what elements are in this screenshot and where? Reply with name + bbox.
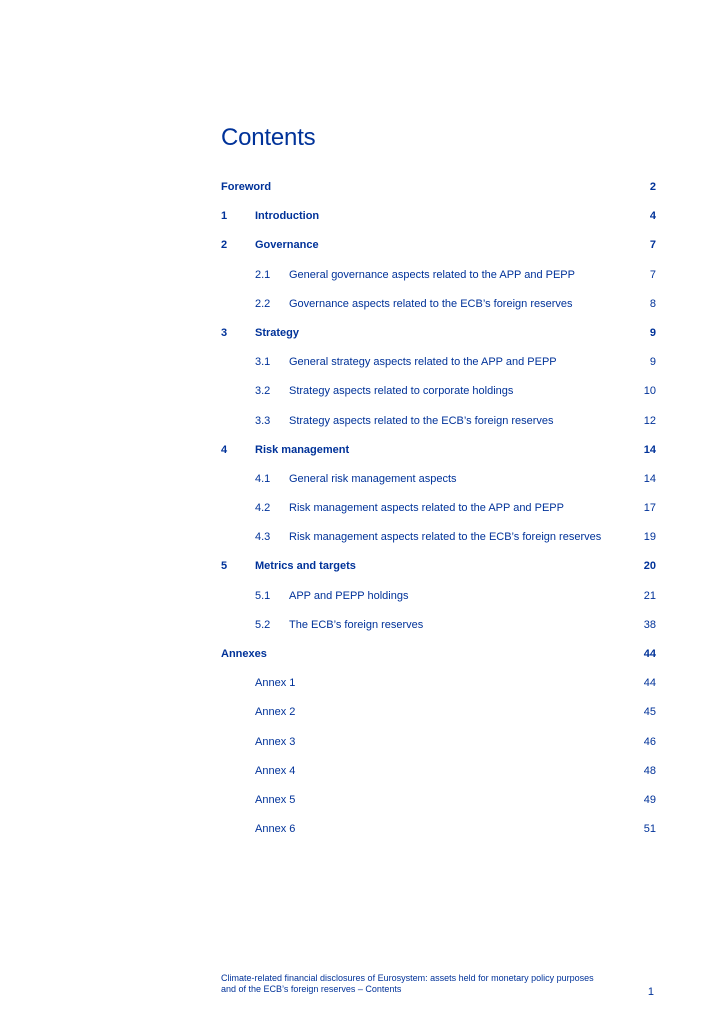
- toc-entry-page: 10: [643, 385, 656, 398]
- toc-entry-annex-2[interactable]: [221, 704, 656, 733]
- toc-entry-page: 38: [643, 618, 656, 631]
- toc-entry-page: 7: [649, 239, 656, 252]
- toc-entry-label: APP and PEPP holdings: [289, 589, 409, 602]
- toc-entry-label: Governance: [255, 239, 319, 252]
- toc-entry-label: Annex 5: [255, 793, 296, 806]
- toc-entry-annex-3[interactable]: [221, 734, 656, 763]
- toc-entry-label: Annex 3: [255, 735, 296, 748]
- toc-entry-label: General strategy aspects related to the APP and PEPP: [289, 356, 557, 369]
- toc-entry-label: General risk management aspects: [289, 472, 457, 485]
- toc-entry-2-1[interactable]: [221, 267, 656, 296]
- toc-entry-number: 3.3: [255, 414, 271, 427]
- footer-text-line-2: and of the ECB’s foreign reserves – Contents: [221, 984, 402, 994]
- toc-entry-3-1[interactable]: [221, 354, 656, 383]
- toc-entry-page: 14: [643, 472, 656, 485]
- toc-entry-page: 9: [649, 356, 656, 369]
- toc-entry-label: Risk management aspects related to the ECB’s foreign reserves: [289, 531, 602, 544]
- toc-entry-number: 2.2: [255, 297, 271, 310]
- toc-entry-strategy[interactable]: [221, 325, 656, 354]
- toc-entry-page: 12: [643, 414, 656, 427]
- toc-entry-number: 1: [221, 210, 228, 223]
- toc-entry-label: The ECB’s foreign reserves: [289, 618, 424, 631]
- toc-entry-label: Risk management: [255, 443, 350, 456]
- toc-entry-3-3[interactable]: [221, 413, 656, 442]
- toc-entry-number: 4: [221, 443, 228, 456]
- toc-entry-4-3[interactable]: [221, 529, 656, 558]
- toc-entry-page: 48: [643, 764, 656, 777]
- toc-entry-page: 2: [649, 181, 656, 193]
- toc-entry-metrics-and-targets[interactable]: [221, 558, 656, 587]
- toc-entry-5-2[interactable]: [221, 617, 656, 646]
- toc-entry-page: 8: [649, 297, 656, 310]
- toc-entry-4-1[interactable]: [221, 471, 656, 500]
- page-footer: [221, 973, 656, 998]
- toc-entry-page: 44: [643, 677, 656, 690]
- toc-entry-introduction[interactable]: [221, 208, 656, 237]
- toc-entry-5-1[interactable]: [221, 588, 656, 617]
- toc-entry-foreword[interactable]: [221, 179, 656, 208]
- toc-entry-label: Annex 4: [255, 764, 296, 777]
- toc-entry-label: General governance aspects related to the APP and PEPP: [289, 268, 575, 281]
- toc-entry-number: 5: [221, 560, 228, 573]
- toc-entry-annex-6[interactable]: [221, 821, 656, 850]
- toc-entry-page: 20: [643, 560, 656, 573]
- toc-entry-risk-management[interactable]: [221, 442, 656, 471]
- toc-entry-label: Governance aspects related to the ECB’s foreign reserves: [289, 297, 573, 310]
- toc-entry-page: 46: [643, 735, 656, 748]
- toc-entry-number: 5.1: [255, 589, 271, 602]
- toc-entry-number: 2.1: [255, 268, 271, 281]
- toc-entry-annex-5[interactable]: [221, 792, 656, 821]
- toc-entry-number: 3.2: [255, 385, 271, 398]
- toc-entry-label: Annexes: [221, 648, 267, 660]
- toc-entry-page: 44: [643, 648, 656, 660]
- toc-entry-page: 19: [643, 531, 656, 544]
- toc-entry-page: 9: [649, 326, 656, 339]
- toc-entry-label: Foreword: [221, 181, 272, 193]
- toc-entry-number: 4.1: [255, 472, 271, 485]
- toc-entry-3-2[interactable]: [221, 383, 656, 412]
- toc-entry-page: 4: [649, 210, 656, 223]
- page-title: Contents: [221, 124, 316, 151]
- toc-entry-annexes[interactable]: [221, 646, 656, 675]
- toc-entry-number: 4.3: [255, 531, 271, 544]
- toc-entry-label: Introduction: [255, 210, 320, 223]
- toc-entry-page: 7: [649, 268, 656, 281]
- toc-entry-label: Risk management aspects related to the APP and PEPP: [289, 502, 564, 515]
- toc-entry-label: Annex 2: [255, 706, 296, 719]
- toc-entry-page: 21: [643, 589, 656, 602]
- toc-entry-number: 5.2: [255, 618, 271, 631]
- toc-entry-label: Annex 6: [255, 823, 296, 836]
- toc-entry-annex-1[interactable]: [221, 675, 656, 704]
- toc-entry-page: 14: [643, 443, 656, 456]
- toc-entry-governance[interactable]: [221, 237, 656, 266]
- toc-entry-4-2[interactable]: [221, 500, 656, 529]
- toc-entry-annex-4[interactable]: [221, 763, 656, 792]
- toc-entry-page: 49: [643, 793, 656, 806]
- table-of-contents: [221, 179, 656, 850]
- toc-entry-number: 4.2: [255, 502, 271, 515]
- toc-entry-number: 3.1: [255, 356, 271, 369]
- toc-entry-page: 17: [643, 502, 656, 515]
- toc-entry-number: 3: [221, 326, 228, 339]
- page-number: 1: [647, 986, 654, 998]
- toc-entry-page: 51: [643, 823, 656, 836]
- toc-entry-2-2[interactable]: [221, 296, 656, 325]
- toc-entry-label: Annex 1: [255, 677, 296, 690]
- toc-entry-label: Strategy: [255, 326, 300, 339]
- toc-entry-page: 45: [643, 706, 656, 719]
- footer-text-line-1: Climate-related financial disclosures of Eurosystem: assets held for monetary policy purposes: [221, 973, 594, 983]
- toc-entry-label: Strategy aspects related to the ECB’s foreign reserves: [289, 414, 554, 427]
- toc-entry-label: Strategy aspects related to corporate holdings: [289, 385, 514, 398]
- toc-entry-label: Metrics and targets: [255, 560, 356, 573]
- toc-entry-number: 2: [221, 239, 228, 252]
